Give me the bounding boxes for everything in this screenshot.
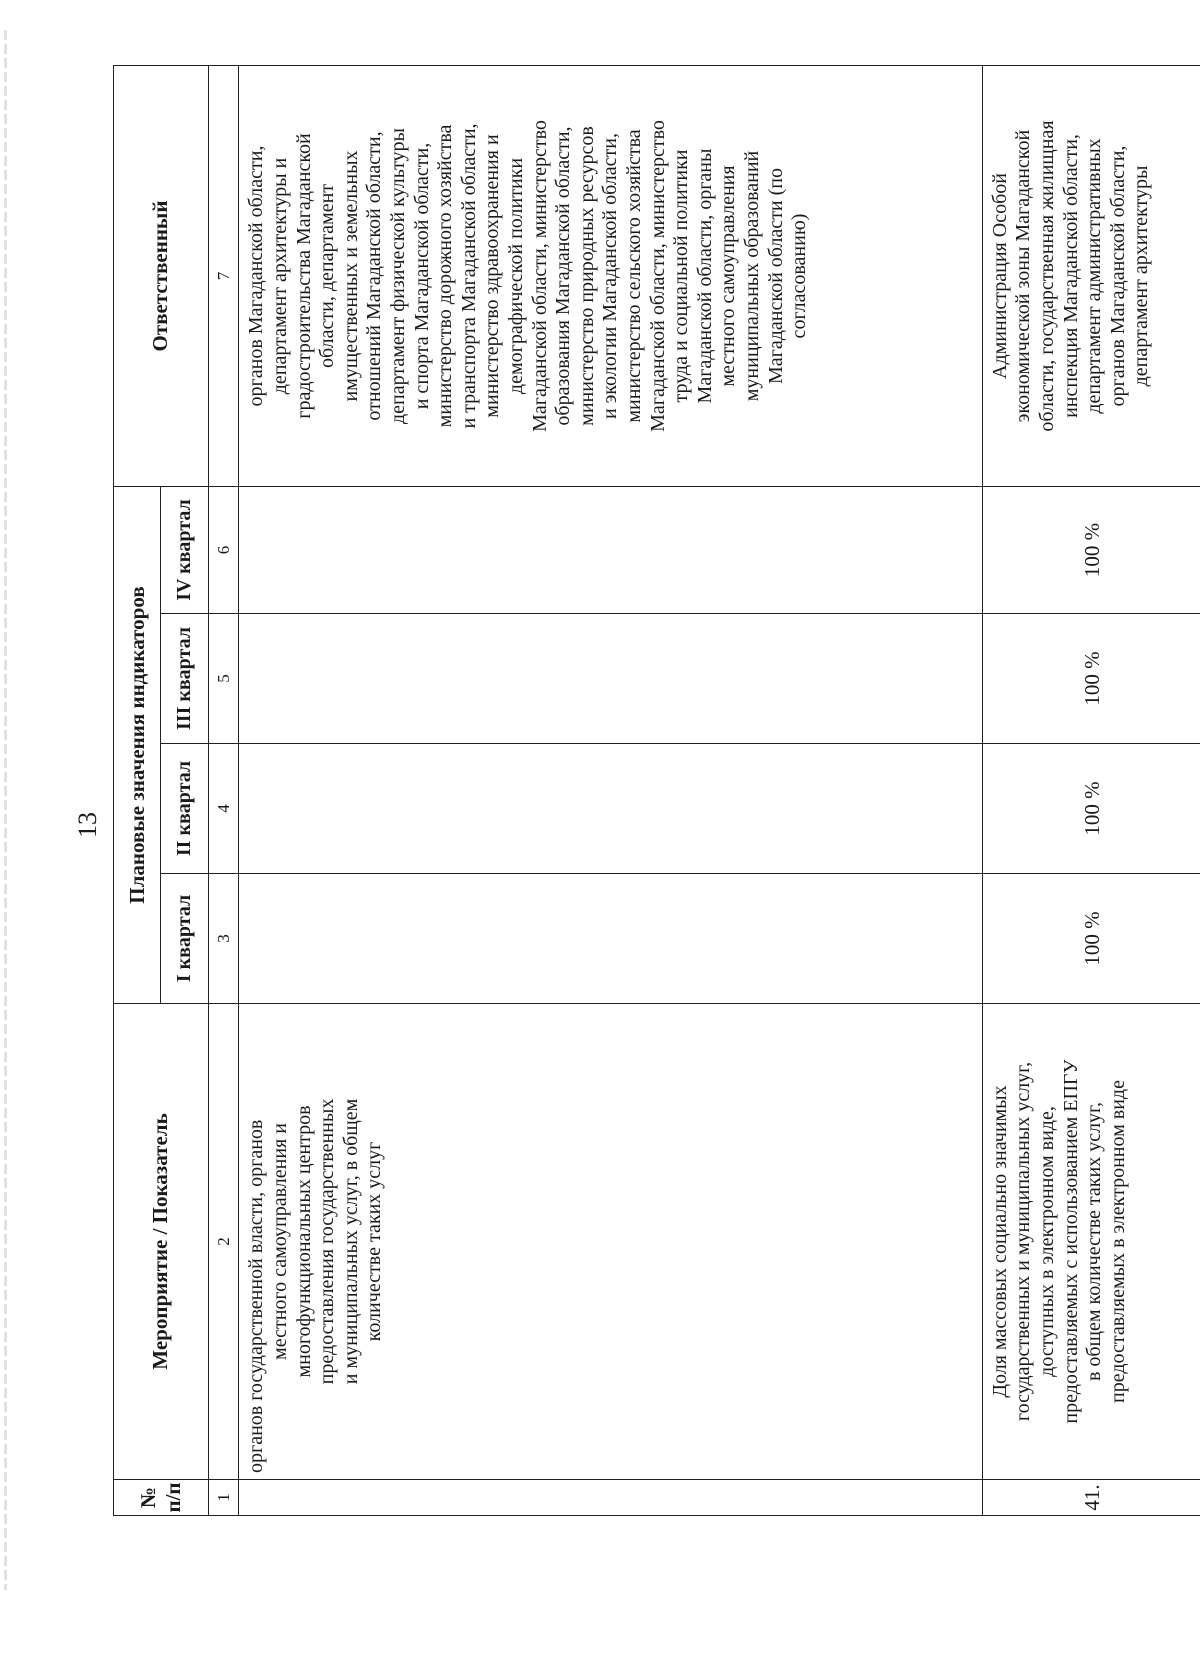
responsible-line: и экологии Магаданской области, [599, 133, 622, 419]
header-num-symbol: № [136, 1486, 161, 1509]
measure-line: доступных в электронном виде, [1036, 1106, 1058, 1377]
responsible-line: департамент архитектуры и [269, 157, 292, 395]
measure-line: в общем количестве таких услуг, [1083, 1102, 1106, 1382]
header-col-measure: Мероприятие / Показатель [114, 1004, 209, 1480]
row-cont-q4 [239, 487, 982, 614]
col-number-7: 7 [208, 66, 239, 487]
col-number-1: 1 [208, 1480, 239, 1516]
responsible-line: Магаданской области, министерство [646, 120, 669, 432]
responsible-line: Магаданской области, министерство [528, 120, 551, 432]
row-41-q2: 100 % [982, 744, 1200, 874]
responsible-line: министерство здравоохранения и [481, 134, 504, 418]
header-q2: II квартал [161, 744, 208, 874]
responsible-line: отношений Магаданской области, [363, 131, 386, 421]
measure-line: количестве таких услуг [363, 1141, 386, 1342]
responsible-line: согласованию) [788, 213, 811, 339]
responsible-line: и спорта Магаданской области, [410, 142, 433, 410]
responsible-line: имущественных и земельных [339, 150, 362, 402]
header-col-responsible: Ответственный [114, 66, 209, 487]
header-row-1 [114, 66, 161, 1516]
measure-line: органов государственной власти, органов [245, 1119, 268, 1473]
row-cont-q3 [239, 614, 982, 744]
header-q4: IV квартал [161, 487, 208, 614]
responsible-line: области, департамент [316, 183, 339, 369]
column-number-row [208, 66, 239, 1516]
responsible-line: департамент архитектуры [1130, 165, 1153, 387]
responsible-line: труда и социальной политики [670, 149, 693, 403]
responsible-line: Магаданской области, органы [693, 148, 716, 404]
page-number: 13 [73, 812, 102, 838]
responsible-line: органов Магаданской области, [245, 145, 268, 407]
header-col-planned: Плановые значения индикаторов [114, 487, 161, 1004]
responsible-line: демографической политики [504, 157, 527, 395]
responsible-line: местного самоуправления [717, 165, 740, 387]
row-41-q3: 100 % [982, 614, 1200, 744]
responsible-line: образования Магаданской области, [552, 126, 575, 426]
measure-line: и муниципальных услуг, в общем [339, 1098, 362, 1385]
responsible-line: департамент физической культуры [387, 128, 410, 424]
measure-line: многофункциональных центров [292, 1105, 315, 1378]
header-num-label: п/п [160, 1482, 185, 1513]
responsible-line: Магаданской области (по [764, 168, 787, 384]
responsible-line: министерство дорожного хозяйства [434, 124, 457, 428]
responsible-line: и транспорта Магаданской области, [457, 123, 480, 429]
header-q3: III квартал [161, 614, 208, 744]
row-41-q1: 100 % [982, 874, 1200, 1004]
measure-line: Доля массовых социально значимых [988, 1085, 1011, 1398]
measure-line: предоставляемых в электронном виде [1106, 1080, 1129, 1403]
measure-line: местного самоуправления и [269, 1123, 292, 1360]
measure-line: государственных и муниципальных услуг, [1012, 1061, 1035, 1422]
row-cont-responsible [239, 66, 982, 487]
row-cont-q2 [239, 744, 982, 874]
row-41-measure [982, 1004, 1200, 1480]
scan-edge-artifact [4, 30, 7, 1590]
responsible-line: Администрация Особой [988, 173, 1011, 379]
row-41-num: 41. [982, 1480, 1200, 1516]
col-number-5: 5 [208, 614, 239, 744]
col-number-4: 4 [208, 744, 239, 874]
responsible-line: градостроительства Магаданской [292, 133, 315, 419]
row-cont-measure [239, 1004, 982, 1480]
measure-line: предоставления государственных [316, 1098, 339, 1385]
responsible-line: министерство сельского хозяйства [622, 129, 645, 423]
row-cont-num [239, 1480, 982, 1516]
responsible-line: департамент административных [1083, 138, 1106, 414]
row-cont-q1 [239, 874, 982, 1004]
measure-line: предоставляемых с использованием ЕПГУ [1059, 1059, 1082, 1424]
table-row-continuation [239, 66, 982, 1516]
responsible-line: экономической зоны Магаданской [1012, 129, 1035, 423]
col-number-6: 6 [208, 487, 239, 614]
responsible-line: министерство природных ресурсов [575, 126, 598, 426]
row-41-responsible [982, 66, 1200, 487]
header-col-num [114, 1480, 209, 1516]
col-number-3: 3 [208, 874, 239, 1004]
row-41-q4: 100 % [982, 487, 1200, 614]
header-q1: I квартал [161, 874, 208, 1004]
responsible-line: органов Магаданской области, [1106, 145, 1129, 407]
table-row-41 [982, 66, 1200, 1516]
responsible-line: области, государственная жилищная [1036, 120, 1058, 432]
responsible-line: инспекция Магаданской области, [1059, 134, 1082, 418]
indicator-table-frame [113, 66, 1200, 1516]
responsible-line: муниципальных образований [740, 150, 763, 402]
indicator-table [113, 65, 1200, 1516]
col-number-2: 2 [208, 1004, 239, 1480]
